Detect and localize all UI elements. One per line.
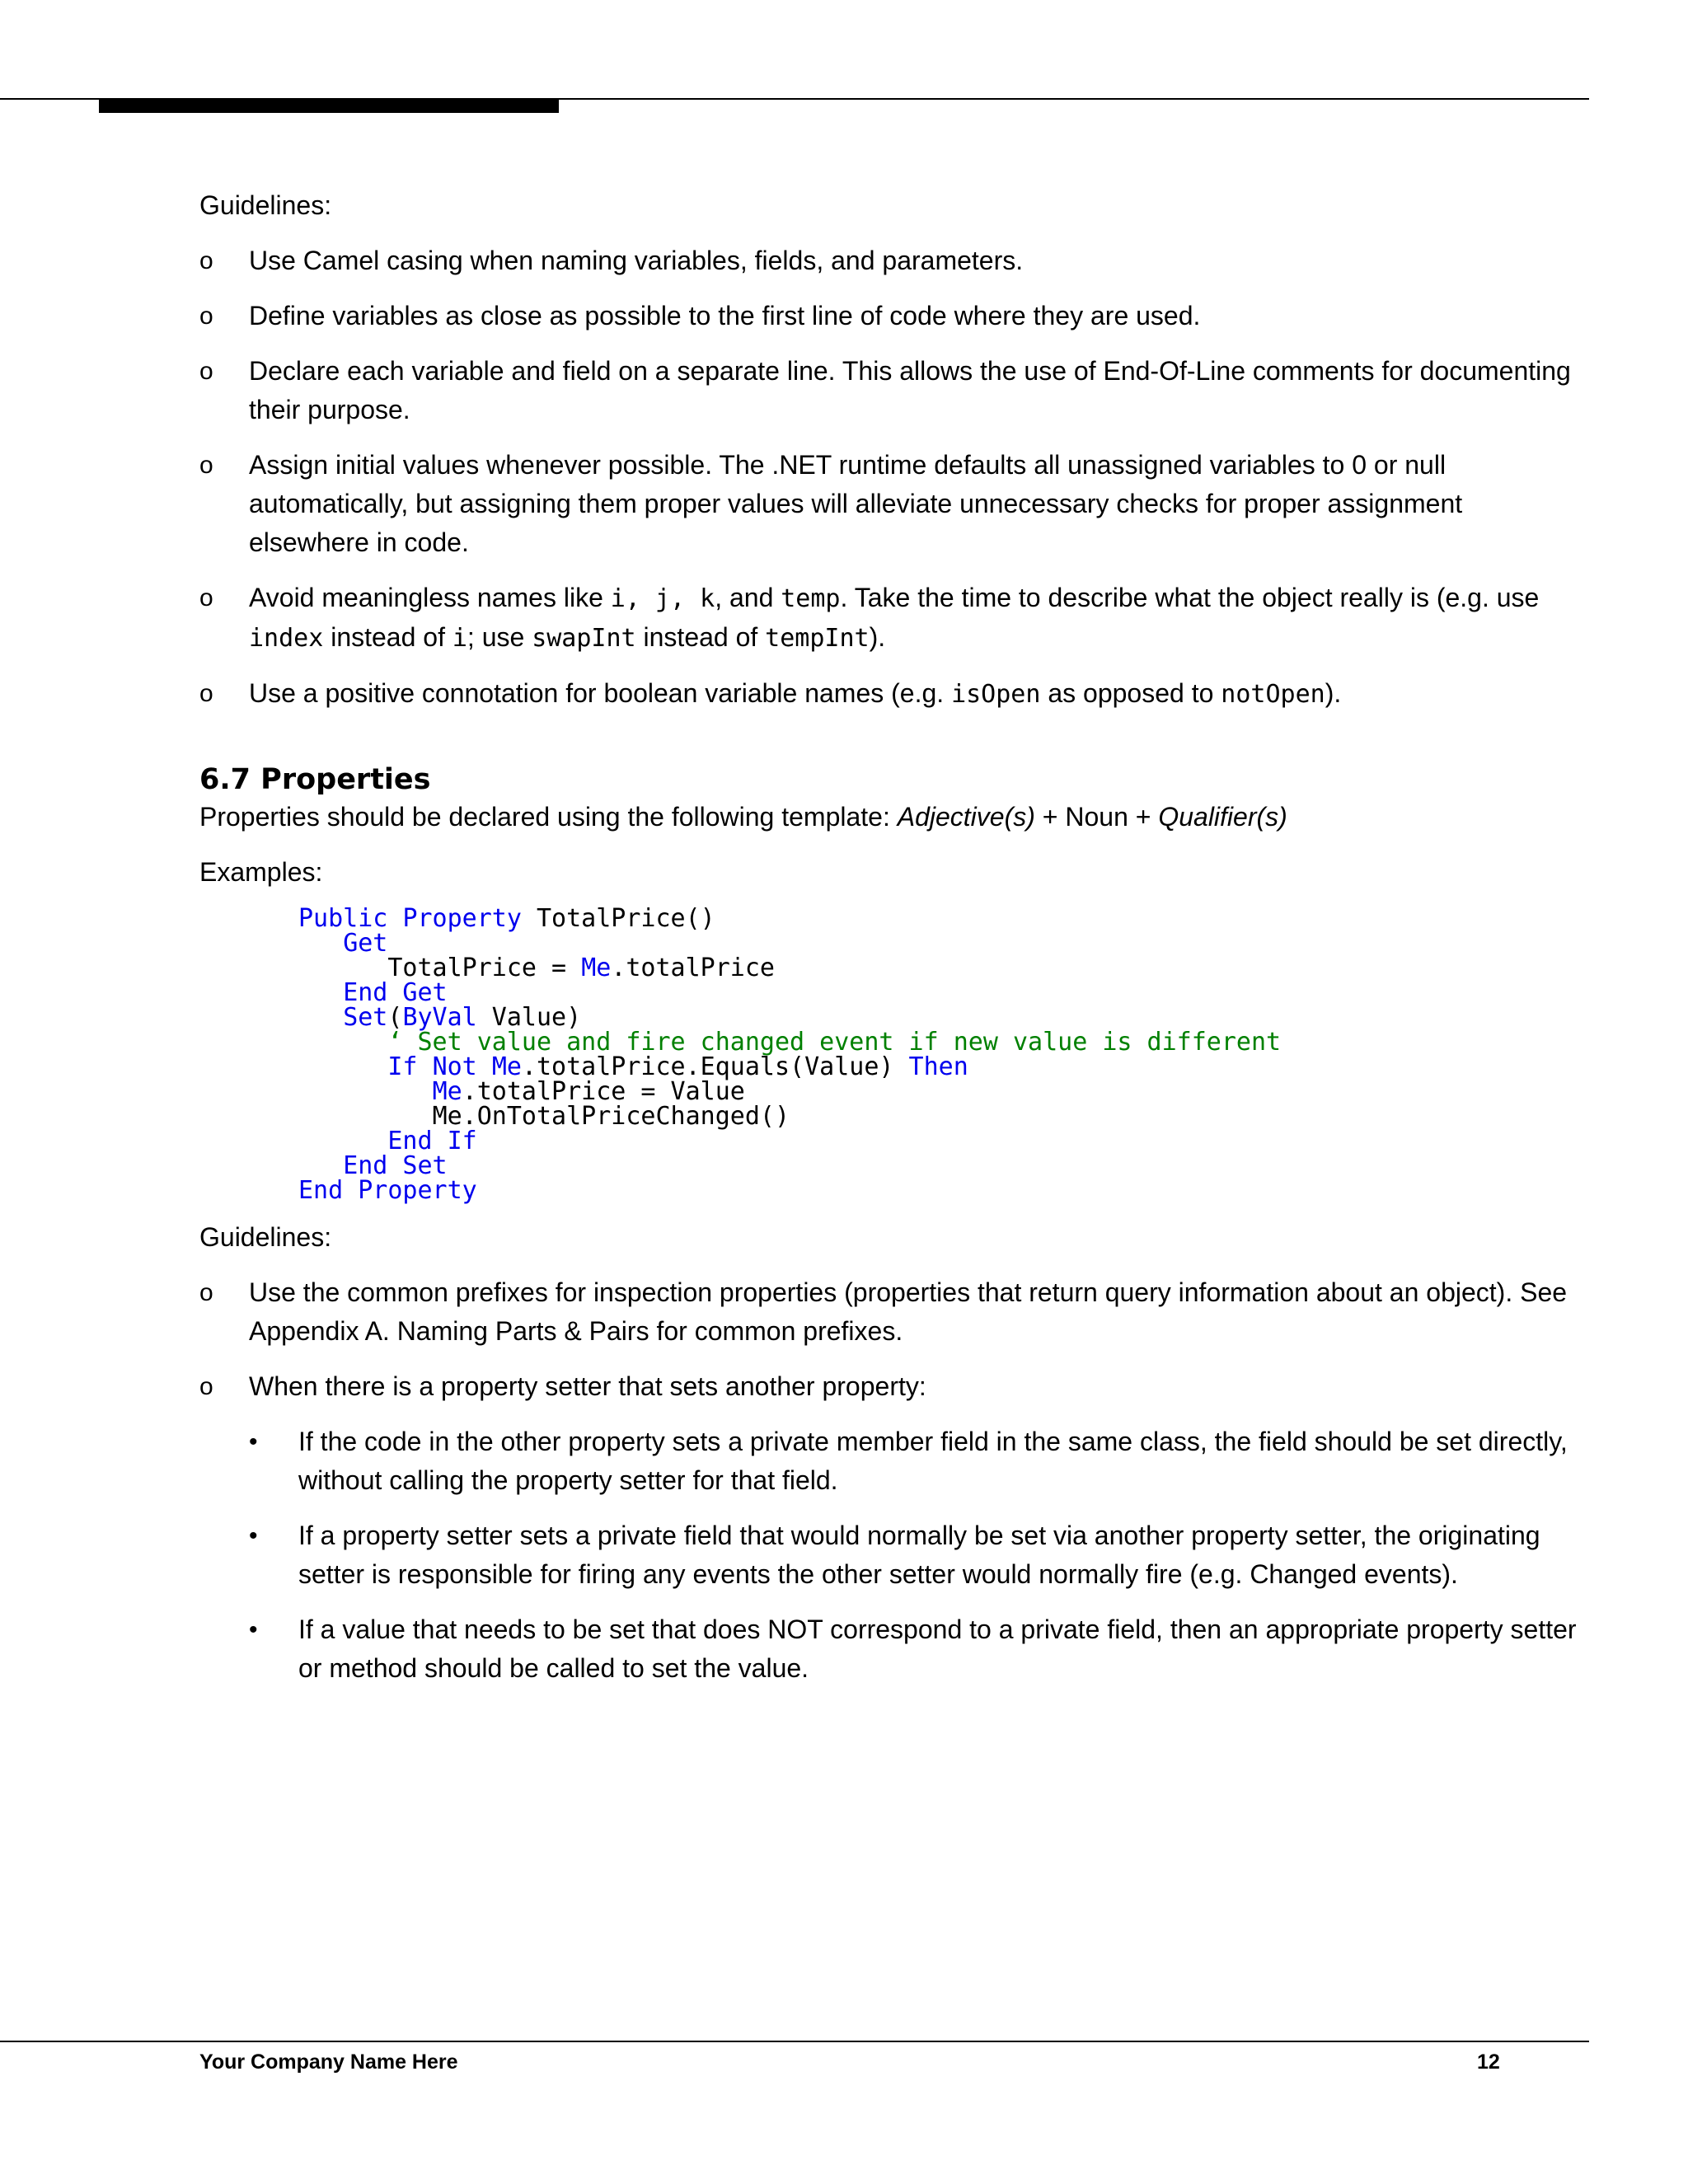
sub-list-item: • If a value that needs to be set that does NOT correspond to a private field, then an appropriate property setter or method should be called to set the value. bbox=[199, 1610, 1589, 1688]
hollow-bullet-icon: o bbox=[199, 1373, 213, 1400]
code-comment-line: ‘ Set value and fire changed event if new value is different bbox=[387, 1028, 1282, 1057]
list-item: o Use the common prefixes for inspection properties (properties that return query information about an object). See Appendix A. Naming Parts & Pairs for common prefixes. bbox=[199, 1273, 1589, 1351]
setter-sub-list bbox=[199, 1422, 1589, 1688]
inline-code: isOpen bbox=[951, 680, 1041, 709]
sub-list-item: • If a property setter sets a private field that would normally be set via another property setter, the originating setter is responsible for firing any events the other setter would normally fire (e.g. Changed events). bbox=[199, 1516, 1589, 1594]
bullet-icon: • bbox=[249, 1522, 258, 1549]
code-line: End Set bbox=[343, 1151, 448, 1180]
page-number: 12 bbox=[1477, 2050, 1500, 2074]
hollow-bullet-icon: o bbox=[199, 1279, 213, 1306]
hollow-bullet-icon: o bbox=[199, 584, 213, 612]
inline-code: swapInt bbox=[532, 624, 636, 653]
list-item: o Declare each variable and field on a separate line. This allows the use of End-Of-Line comments for documenting their purpose. bbox=[199, 352, 1589, 429]
code-example bbox=[298, 904, 1589, 1205]
inline-code: i bbox=[452, 624, 467, 653]
inline-code: index bbox=[249, 624, 324, 653]
code-line: Me.OnTotalPriceChanged() bbox=[432, 1102, 790, 1131]
hollow-bullet-icon: o bbox=[199, 247, 213, 274]
list-item: o Assign initial values whenever possible. The .NET runtime defaults all unassigned variables to 0 or null automatically, but assigning them proper values will alleviate unnecessary checks for proper assignment elsewhere in code. bbox=[199, 446, 1589, 562]
inline-code: i, j, k bbox=[610, 584, 715, 613]
list-item: o Define variables as close as possible to the first line of code where they are used. bbox=[199, 297, 1589, 335]
code-line: End Get bbox=[343, 978, 448, 1007]
hollow-bullet-icon: o bbox=[199, 452, 213, 479]
list-item: o Use Camel casing when naming variables, fields, and parameters. bbox=[199, 241, 1589, 280]
inline-code: notOpen bbox=[1221, 680, 1325, 709]
examples-label: Examples: bbox=[199, 857, 323, 887]
bullet-icon: • bbox=[249, 1616, 258, 1643]
code-line: Set(ByVal Value) bbox=[343, 1003, 582, 1032]
code-line: TotalPrice = Me.totalPrice bbox=[387, 954, 775, 982]
section-heading: 6.7 Properties bbox=[199, 763, 431, 796]
page-content bbox=[199, 186, 1589, 1704]
code-line: If Not Me.totalPrice.Equals(Value) Then bbox=[387, 1052, 968, 1081]
guidelines-list bbox=[199, 241, 1589, 714]
header-bar bbox=[99, 98, 559, 113]
hollow-bullet-icon: o bbox=[199, 358, 213, 385]
code-line: End Property bbox=[298, 1176, 477, 1205]
hollow-bullet-icon: o bbox=[199, 302, 213, 330]
bullet-icon: • bbox=[249, 1428, 258, 1455]
hollow-bullet-icon: o bbox=[199, 680, 213, 707]
footer-rule bbox=[0, 2041, 1589, 2042]
code-line: Me.totalPrice = Value bbox=[432, 1077, 745, 1106]
inline-code: tempInt bbox=[765, 624, 870, 653]
guidelines-label: Guidelines: bbox=[199, 1222, 332, 1252]
section-intro: Properties should be declared using the following template: Adjective(s) + Noun + Qualifier(s) bbox=[199, 802, 1287, 832]
list-item-avoid-names: o Avoid meaningless names like i, j, k, and temp. Take the time to describe what the object really is (e.g. use index instead of i; use swapInt instead of tempInt). bbox=[199, 579, 1589, 658]
property-guidelines-list bbox=[199, 1273, 1589, 1406]
guidelines-label: Guidelines: bbox=[199, 190, 332, 220]
list-item-positive-names: o Use a positive connotation for boolean variable names (e.g. isOpen as opposed to notOpen). bbox=[199, 674, 1589, 714]
inline-code: temp bbox=[781, 584, 841, 613]
code-line: End If bbox=[387, 1127, 477, 1155]
sub-list-item: • If the code in the other property sets a private member field in the same class, the field should be set directly, without calling the property setter for that field. bbox=[199, 1422, 1589, 1500]
code-line: Public Property TotalPrice() bbox=[298, 904, 715, 933]
footer-company: Your Company Name Here bbox=[199, 2050, 458, 2074]
list-item: o When there is a property setter that sets another property: bbox=[199, 1367, 1589, 1406]
code-line: Get bbox=[343, 929, 388, 958]
